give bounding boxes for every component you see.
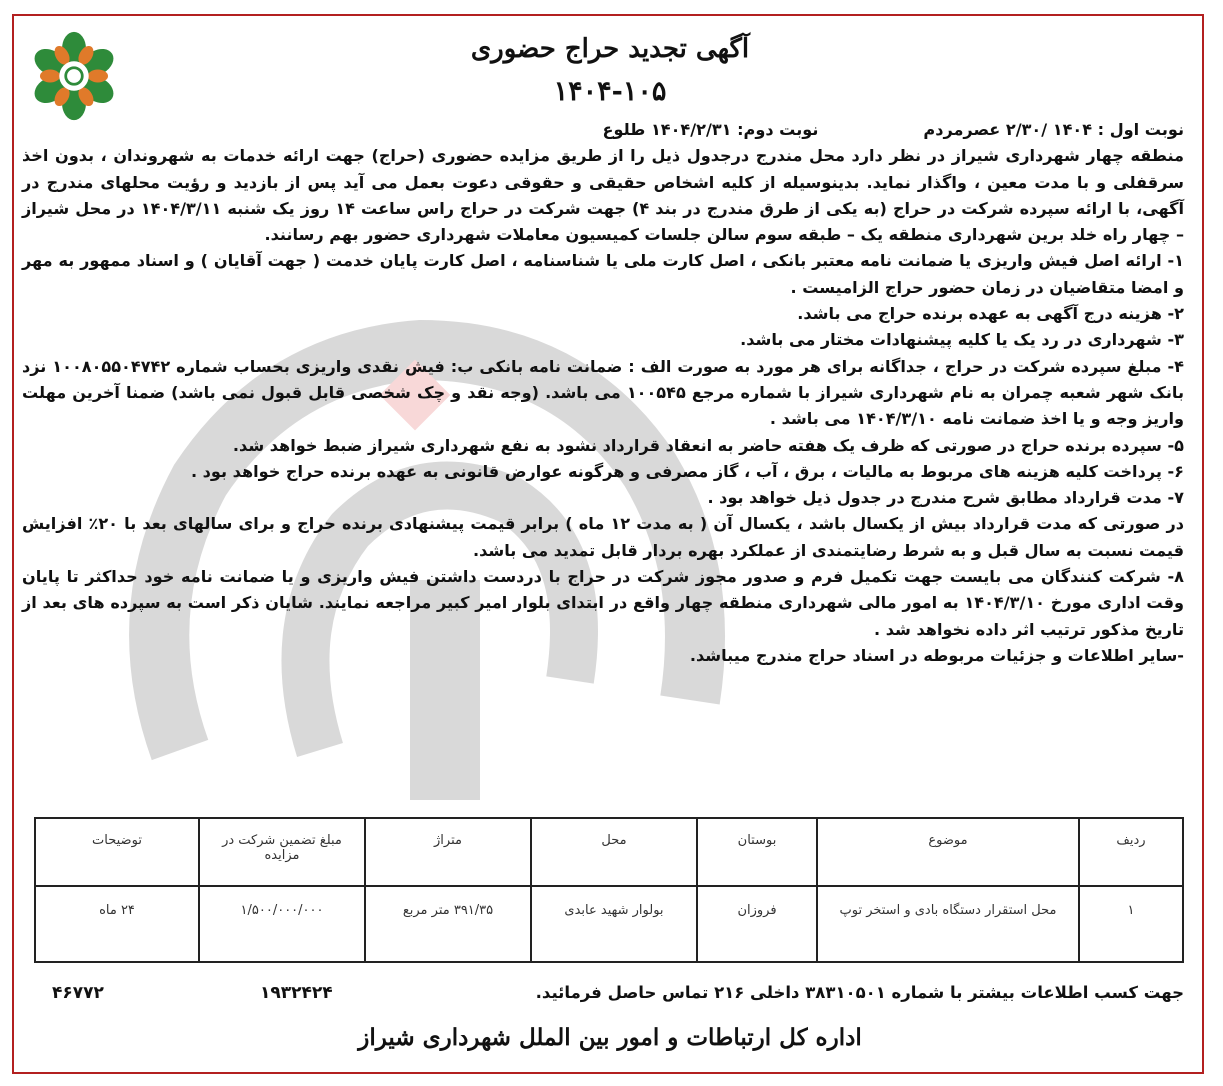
notice-body: [22, 117, 1184, 669]
table-header-row: [35, 818, 1183, 886]
condition-7: ۷- مدت قرارداد مطابق شرح مندرج در جدول ذیل خواهد بود .: [707, 488, 1184, 508]
header-row-number: ردیف: [1079, 818, 1183, 886]
header-description: توضیحات: [35, 818, 199, 886]
notice-title: آگهی تجدید حراج حضوری: [470, 34, 750, 64]
cell-park: فروزان: [697, 886, 817, 962]
header-guarantee-amount: مبلغ تضمین شرکت در مزایده: [199, 818, 365, 886]
auction-items-table: [34, 817, 1184, 963]
cell-location: بولوار شهید عابدی: [531, 886, 697, 962]
reference-code-1: ۱۹۳۲۴۲۴: [260, 983, 333, 1003]
table-row: [35, 886, 1183, 962]
header-subject: موضوع: [817, 818, 1079, 886]
cell-guarantee-amount: ۱/۵۰۰/۰۰۰/۰۰۰: [199, 886, 365, 962]
header-park: بوستان: [697, 818, 817, 886]
intro-paragraph: منطقه چهار شهرداری شیراز در نظر دارد محل مندرج درجدول ذیل را از طریق مزایده حضوری (حراج) جهت ارائه خدمات به شهروندان ، بدون اخذ سرقفلی و با مدت معین ، واگذار نماید. بدینوسیله از کلیه اشخاص حقیقی و حقوقی دعوت بعمل می آید پس از بازدید و رؤیت محلهای مندرج در آگهی، با ارائه سپرده شرکت در حراج (به یکی از طرق مندرج در بند ۴) جهت شرکت در حراج راس ساعت ۱۴ روز یک شنبه ۱۴۰۴/۳/۱۱ در محل شیراز – چهار راه خلد برین شهرداری منطقه یک – طبقه سوم سالن جلسات کمیسیون معاملات شهرداری حضور بهم رسانند.: [22, 146, 1184, 245]
condition-6: ۶- پرداخت کلیه هزینه های مربوط به مالیات ، برق ، آب ، گاز مصرفی و هرگونه عوارض قانونی به عهده برنده حراج خواهد بود .: [190, 461, 1184, 481]
issuer-signature: اداره کل ارتباطات و امور بین الملل شهرداری شیراز: [358, 1024, 862, 1051]
first-publication-date: نوبت اول : ۱۴۰۴ /۲/۳۰ عصرمردم: [923, 120, 1184, 139]
shiraz-municipality-logo: [28, 30, 120, 122]
condition-1: ۱- ارائه اصل فیش واریزی یا ضمانت نامه معتبر بانکی ، اصل کارت ملی یا شناسنامه ، اصل کارت پایان خدمت ( جهت آقایان ) و اسناد ممهور به مهر و امضا متقاضیان در زمان حضور حراج الزامیست .: [22, 251, 1184, 297]
cell-description: ۲۴ ماه: [35, 886, 199, 962]
other-info-note: -سایر اطلاعات و جزئیات مربوطه در اسناد حراج مندرج میباشد.: [689, 645, 1184, 665]
condition-5: ۵- سپرده برنده حراج در صورتی که ظرف یک هفته حاضر به انعقاد قرارداد نشود به نفع شهرداری شیراز ضبط خواهد شد.: [232, 435, 1184, 455]
header-area: متراژ: [365, 818, 531, 886]
condition-3: ۳- شهرداری در رد یک یا کلیه پیشنهادات مختار می باشد.: [740, 330, 1184, 350]
header-location: محل: [531, 818, 697, 886]
second-publication-date: نوبت دوم: ۱۴۰۴/۲/۳۱ طلوع: [602, 120, 819, 139]
notice-number: ۱۴۰۴-۱۰۵: [553, 76, 667, 107]
condition-4: ۴- مبلغ سپرده شرکت در حراج ، جداگانه برای هر مورد به صورت الف : ضمانت نامه بانکی ب: فیش نقدی واریزی بحساب شماره ۱۰۰۸۰۵۵۰۴۷۴۲ نزد بانک شهر شعبه چمران به نام شهرداری شیراز با شماره مرجع ۱۰۰۵۴۵ می باشد. (وجه نقد و چک شخصی قابل قبول نمی باشد) ضمنا آخرین مهلت واریز وجه و یا اخذ ضمانت نامه ۱۴۰۴/۳/۱۰ می باشد .: [22, 356, 1184, 429]
condition-8: ۸- شرکت کنندگان می بایست جهت تکمیل فرم و صدور مجوز شرکت در حراج با دردست داشتن فیش واریزی و یا ضمانت نامه خود حداکثر تا پایان وقت اداری مورخ ۱۴۰۴/۳/۱۰ به امور مالی شهرداری منطقه چهار واقع در ابتدای بلوار امیر کبیر مراجعه نمایند. شایان ذکر است به سپرده های بعد از تاریخ مذکور ترتیب اثر داده نخواهد شد .: [22, 567, 1184, 639]
cell-subject: محل استقرار دستگاه بادی و استخر توپ: [817, 886, 1079, 962]
condition-7-extension: در صورتی که مدت قرارداد بیش از یکسال باشد ، یکسال آن ( به مدت ۱۲ ماه ) برابر قیمت پیشنهادی برنده حراج و برای سالهای بعد با ۲۰٪ افزایش قیمت نسبت به سال قبل و به شرط رضایتمندی از عملکرد بهره بردار قابل تمدید می باشد.: [22, 514, 1184, 560]
cell-row-number: ۱: [1079, 886, 1183, 962]
publication-dates: [22, 117, 1184, 143]
reference-code-2: ۴۶۷۷۲: [52, 983, 104, 1003]
contact-line: جهت کسب اطلاعات بیشتر با شماره ۳۸۳۱۰۵۰۱ داخلی ۲۱۶ تماس حاصل فرمائید.: [535, 983, 1184, 1002]
condition-2: ۲- هزینه درج آگهی به عهده برنده حراج می باشد.: [797, 304, 1184, 324]
cell-area: ۳۹۱/۳۵ متر مربع: [365, 886, 531, 962]
